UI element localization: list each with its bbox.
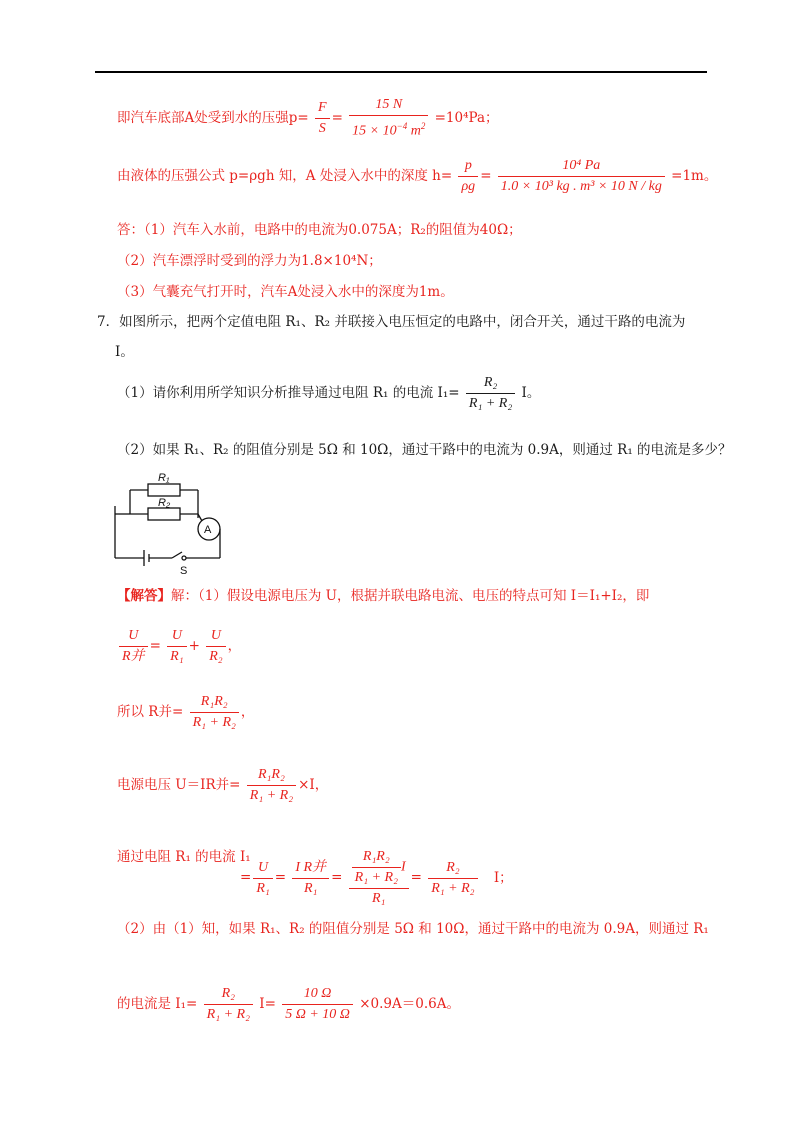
depth-line: 由液体的压强公式 p=ρgh 知，A 处浸入水中的深度 h= $\frac{p}{\rho g}$ = $\frac{\text{10⁴ Pa}}{\text{1.0 × 10³ kg . m³ × 10 N / kg}}$ =1m。 [117,158,718,194]
question-7-part1: （1）请你利用所学知识分析推导通过电阻 R₁ 的电流 I₁= $\frac{\text{R₂}}{\text{R₁ + R₂}}$ I。 [117,375,541,411]
top-rule [95,71,707,73]
answer-3: （3）气囊充气打开时，汽车A处浸入水中的深度为1m。 [117,284,454,300]
answer-1: 答：（1）汽车入水前，电路中的电流为0.075A；R₂的阻值为40Ω； [117,222,522,238]
ammeter-label: A [204,524,212,536]
equation-5: 的电流是 I₁= $\frac{\text{R₂}}{\text{R₁ + R₂}}$ I= $\frac{10 \Omega}{5 \Omega + 10 \Omega}$ ×0.9A＝0.6A。 [117,986,460,1022]
equation-4-label: 通过电阻 R₁ 的电流 I₁ [117,849,251,865]
circuit-diagram [110,466,235,578]
question-7-line1: 7．如图所示，把两个定值电阻 R₁、R₂ 并联接入电压恒定的电路中，闭合开关，通过干路的电流为 [97,314,686,330]
answer-2: （2）汽车漂浮时受到的浮力为1.8×10⁴N； [117,253,382,269]
r2-label: R₂ [158,497,171,509]
equation-1: $\frac{U}{\text{R并}}$ = $\frac{U}{\text{R₁}}$ + $\frac{U}{\text{R₂}}$ ， [117,627,241,666]
question-7-part2: （2）如果 R₁、R₂ 的阻值分别是 5Ω 和 10Ω，通过干路中的电流为 0.9A，则通过 R₁ 的电流是多少？ [117,442,732,458]
solution-part2: （2）由（1）知，如果 R₁、R₂ 的阻值分别是 5Ω 和 10Ω，通过干路中的电流为 0.9A，则通过 R₁ [117,921,709,937]
switch-label: S [180,565,188,577]
equation-3: 电源电压 U＝IR并= $\frac{\text{R₁R₂}}{\text{R₁ + R₂}}$ ×I， [117,767,329,803]
pressure-line: 即汽车底部A处受到水的压强p= $\frac{F}{S}$ = $\frac{15 N}{15 \times 10^{-4} m^2}$ =10⁴Pa； [117,97,499,139]
r1-label: R₁ [158,472,170,484]
question-7-line2: I。 [115,344,134,360]
equation-4: = $\frac{U}{\text{R₁}}$ = $\frac{\text{I R并}}{\text{R₁}}$ = $\frac{\text{R₁R₂}}{\text{R₁ + R₂}}$ I R₁ = $\frac{\text{R₂}}{\text{R₁ + R₂}}$ I； [240,849,513,906]
solution-intro: 【解答】解：（1）假设电源电压为 U，根据并联电路电流、电压的特点可知 I＝I₁+I₂，即 [117,588,650,604]
equation-2: 所以 R并= $\frac{\text{R₁R₂}}{\text{R₁ + R₂}}$ ， [117,694,255,730]
